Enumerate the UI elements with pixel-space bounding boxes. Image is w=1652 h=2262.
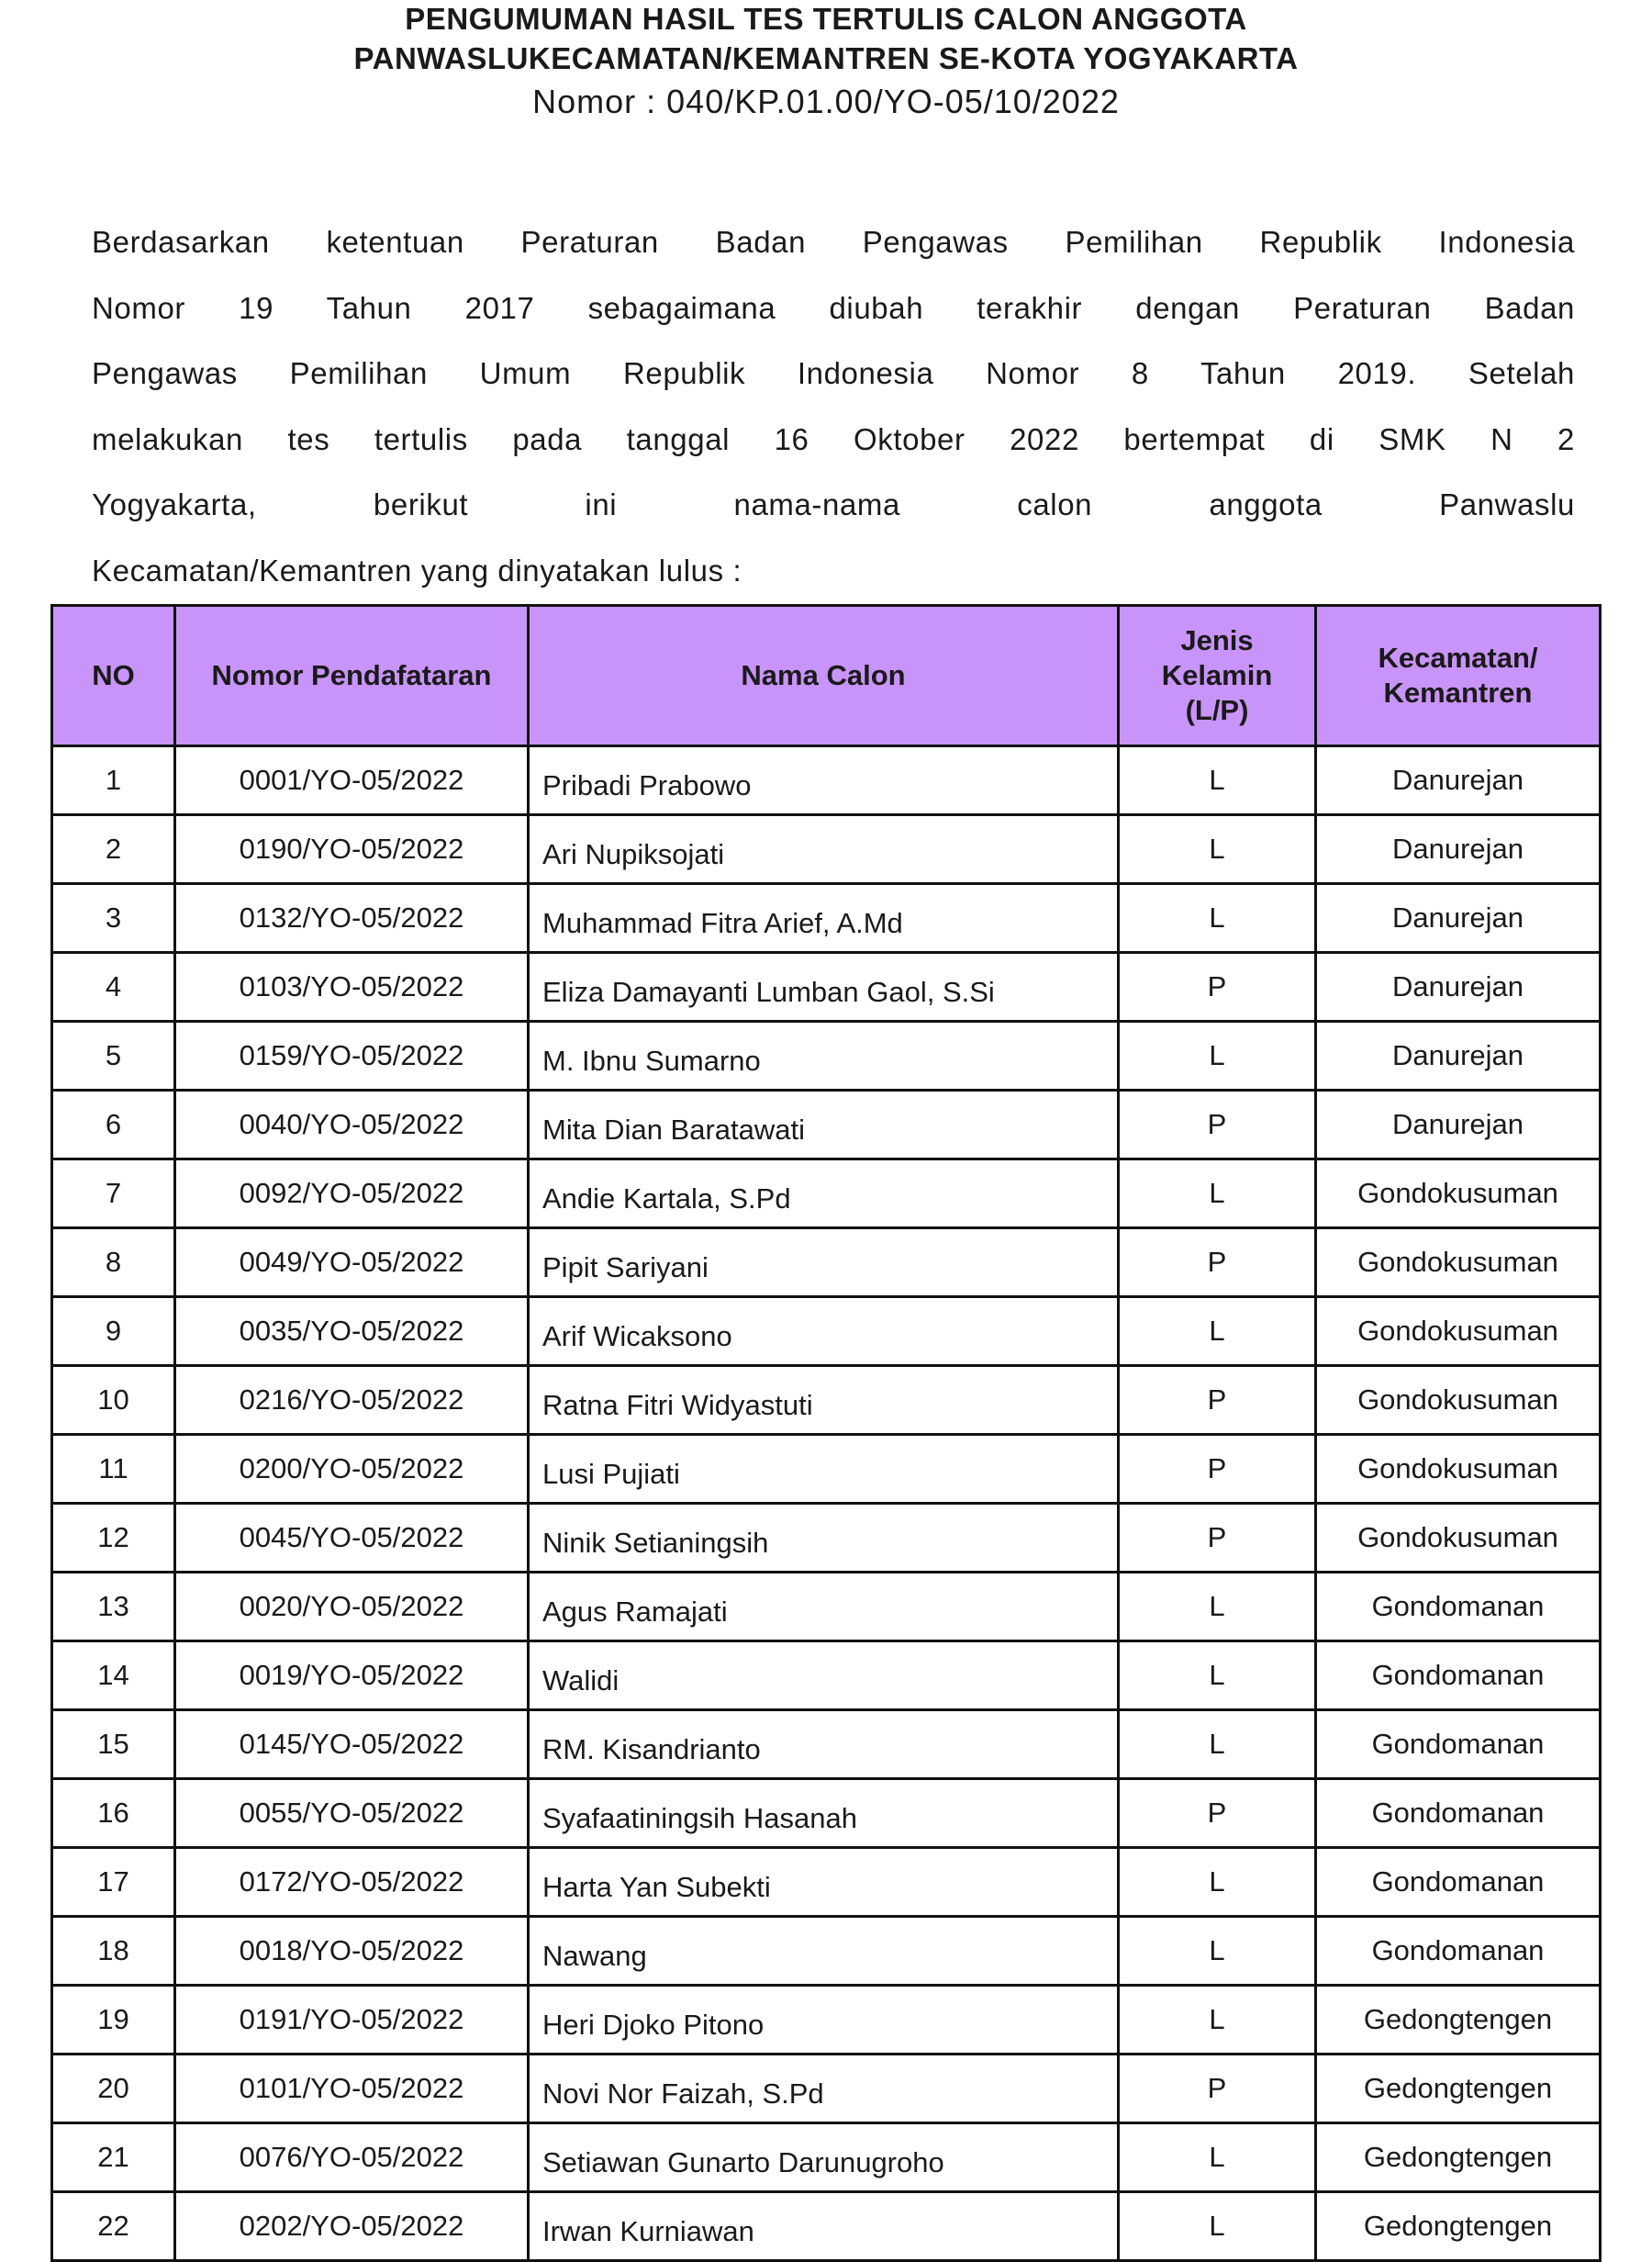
cell-no: 8 [52,1228,175,1297]
cell-kecamatan: Gondokusuman [1316,1366,1601,1435]
intro-paragraph [92,209,1575,603]
cell-nomor-pendaftaran: 0191/YO-05/2022 [175,1986,529,2055]
cell-nomor-pendaftaran: 0101/YO-05/2022 [175,2055,529,2123]
cell-no: 17 [52,1848,175,1917]
cell-jenis-kelamin: P [1119,1435,1316,1504]
header-col-no: NO [52,606,175,746]
table-row [52,2192,1601,2261]
cell-kecamatan: Gondokusuman [1316,1297,1601,1366]
table-row [52,1986,1601,2055]
document-title: PENGUMUMAN HASIL TES TERTULIS CALON ANGGOTA [405,2,1247,36]
cell-nama-calon: Ninik Setianingsih [529,1504,1119,1573]
cell-nomor-pendaftaran: 0132/YO-05/2022 [175,884,529,953]
cell-no: 15 [52,1710,175,1779]
cell-nomor-pendaftaran: 0045/YO-05/2022 [175,1504,529,1573]
paragraph-line: Nomor 19 Tahun 2017 sebagaimana diubah terakhir dengan Peraturan Badan [92,290,1575,325]
cell-no: 19 [52,1986,175,2055]
cell-kecamatan: Gondokusuman [1316,1228,1601,1297]
cell-nomor-pendaftaran: 0159/YO-05/2022 [175,1022,529,1091]
cell-nama-calon: Ari Nupiksojati [529,815,1119,884]
cell-jenis-kelamin: L [1119,1917,1316,1986]
cell-nomor-pendaftaran: 0172/YO-05/2022 [175,1848,529,1917]
cell-nomor-pendaftaran: 0216/YO-05/2022 [175,1366,529,1435]
cell-jenis-kelamin: L [1119,746,1316,815]
cell-kecamatan: Danurejan [1316,815,1601,884]
document-number: Nomor : 040/KP.01.00/YO-05/10/2022 [532,83,1120,120]
cell-no: 5 [52,1022,175,1091]
cell-no: 6 [52,1091,175,1159]
table-row [52,1297,1601,1366]
cell-nomor-pendaftaran: 0019/YO-05/2022 [175,1641,529,1710]
cell-jenis-kelamin: L [1119,1641,1316,1710]
cell-no: 2 [52,815,175,884]
cell-kecamatan: Danurejan [1316,953,1601,1022]
cell-kecamatan: Gondomanan [1316,1779,1601,1848]
cell-nama-calon: Arif Wicaksono [529,1297,1119,1366]
header-col-kecamatan: Kecamatan/ Kemantren [1316,606,1601,746]
paragraph-line: Yogyakarta, berikut ini nama-nama calon anggota Panwaslu [92,487,1575,521]
cell-nama-calon: Heri Djoko Pitono [529,1986,1119,2055]
cell-nomor-pendaftaran: 0020/YO-05/2022 [175,1573,529,1641]
cell-kecamatan: Danurejan [1316,884,1601,953]
cell-nomor-pendaftaran: 0145/YO-05/2022 [175,1710,529,1779]
cell-kecamatan: Gondomanan [1316,1710,1601,1779]
cell-no: 10 [52,1366,175,1435]
table-row [52,1641,1601,1710]
cell-kecamatan: Gondokusuman [1316,1159,1601,1228]
cell-nomor-pendaftaran: 0190/YO-05/2022 [175,815,529,884]
cell-nama-calon: RM. Kisandrianto [529,1710,1119,1779]
table-row [52,1022,1601,1091]
cell-nama-calon: Pipit Sariyani [529,1228,1119,1297]
cell-jenis-kelamin: L [1119,2123,1316,2192]
table-row [52,1573,1601,1641]
cell-kecamatan: Gondokusuman [1316,1435,1601,1504]
cell-nama-calon: Muhammad Fitra Arief, A.Md [529,884,1119,953]
paragraph-line: Kecamatan/Kemantren yang dinyatakan lulus : [92,553,742,588]
cell-nama-calon: Eliza Damayanti Lumban Gaol, S.Si [529,953,1119,1022]
cell-jenis-kelamin: L [1119,1159,1316,1228]
cell-kecamatan: Danurejan [1316,746,1601,815]
paragraph-line: Berdasarkan ketentuan Peraturan Badan Pengawas Pemilihan Republik Indonesia [92,225,1575,259]
cell-no: 22 [52,2192,175,2261]
cell-jenis-kelamin: L [1119,1022,1316,1091]
cell-jenis-kelamin: L [1119,1710,1316,1779]
cell-nama-calon: Setiawan Gunarto Darunugroho [529,2123,1119,2192]
cell-jenis-kelamin: P [1119,1091,1316,1159]
cell-kecamatan: Danurejan [1316,1091,1601,1159]
cell-jenis-kelamin: L [1119,1986,1316,2055]
cell-nama-calon: Andie Kartala, S.Pd [529,1159,1119,1228]
cell-jenis-kelamin: L [1119,815,1316,884]
table-row [52,1917,1601,1986]
table-row [52,1159,1601,1228]
cell-nama-calon: Ratna Fitri Widyastuti [529,1366,1119,1435]
cell-nama-calon: Novi Nor Faizah, S.Pd [529,2055,1119,2123]
cell-kecamatan: Gondomanan [1316,1848,1601,1917]
cell-kecamatan: Gedongtengen [1316,1986,1601,2055]
cell-kecamatan: Gedongtengen [1316,2055,1601,2123]
cell-no: 11 [52,1435,175,1504]
table-row [52,1228,1601,1297]
cell-nomor-pendaftaran: 0040/YO-05/2022 [175,1091,529,1159]
cell-nama-calon: Nawang [529,1917,1119,1986]
cell-nama-calon: Mita Dian Baratawati [529,1091,1119,1159]
cell-no: 16 [52,1779,175,1848]
cell-nama-calon: Irwan Kurniawan [529,2192,1119,2261]
cell-jenis-kelamin: P [1119,1504,1316,1573]
cell-nomor-pendaftaran: 0076/YO-05/2022 [175,2123,529,2192]
table-row [52,1710,1601,1779]
table-row [52,2123,1601,2192]
cell-nomor-pendaftaran: 0055/YO-05/2022 [175,1779,529,1848]
cell-jenis-kelamin: P [1119,2055,1316,2123]
cell-nomor-pendaftaran: 0018/YO-05/2022 [175,1917,529,1986]
cell-nama-calon: Lusi Pujiati [529,1435,1119,1504]
cell-nomor-pendaftaran: 0035/YO-05/2022 [175,1297,529,1366]
cell-no: 7 [52,1159,175,1228]
cell-jenis-kelamin: L [1119,1573,1316,1641]
cell-kecamatan: Gondomanan [1316,1573,1601,1641]
cell-nomor-pendaftaran: 0001/YO-05/2022 [175,746,529,815]
cell-kecamatan: Gondomanan [1316,1917,1601,1986]
table-row [52,2055,1601,2123]
cell-no: 18 [52,1917,175,1986]
table-row [52,1435,1601,1504]
header-col-nomor-pendaftaran: Nomor Pendafataran [175,606,529,746]
cell-nomor-pendaftaran: 0202/YO-05/2022 [175,2192,529,2261]
paragraph-line: melakukan tes tertulis pada tanggal 16 Oktober 2022 bertempat di SMK N 2 [92,421,1575,456]
table-row [52,884,1601,953]
cell-nama-calon: Pribadi Prabowo [529,746,1119,815]
cell-no: 20 [52,2055,175,2123]
cell-no: 12 [52,1504,175,1573]
table-row [52,1091,1601,1159]
header-col-jenis-kelamin: Jenis Kelamin (L/P) [1119,606,1316,746]
cell-no: 9 [52,1297,175,1366]
cell-no: 4 [52,953,175,1022]
document-subtitle: PANWASLUKECAMATAN/KEMANTREN SE-KOTA YOGYAKARTA [353,41,1299,75]
results-table [50,604,1602,2262]
cell-jenis-kelamin: P [1119,953,1316,1022]
table-row [52,1504,1601,1573]
cell-nama-calon: Walidi [529,1641,1119,1710]
table-row [52,1779,1601,1848]
cell-nama-calon: Agus Ramajati [529,1573,1119,1641]
cell-jenis-kelamin: L [1119,1848,1316,1917]
cell-nomor-pendaftaran: 0103/YO-05/2022 [175,953,529,1022]
cell-no: 1 [52,746,175,815]
cell-no: 14 [52,1641,175,1710]
table-row [52,953,1601,1022]
table-header-row [52,606,1601,746]
cell-nomor-pendaftaran: 0049/YO-05/2022 [175,1228,529,1297]
cell-jenis-kelamin: P [1119,1228,1316,1297]
paragraph-line: Pengawas Pemilihan Umum Republik Indonesia Nomor 8 Tahun 2019. Setelah [92,356,1575,390]
table-row [52,1848,1601,1917]
cell-nomor-pendaftaran: 0092/YO-05/2022 [175,1159,529,1228]
table-row [52,746,1601,815]
cell-nama-calon: Syafaatiningsih Hasanah [529,1779,1119,1848]
cell-no: 3 [52,884,175,953]
cell-no: 21 [52,2123,175,2192]
table-row [52,815,1601,884]
cell-jenis-kelamin: L [1119,2192,1316,2261]
cell-no: 13 [52,1573,175,1641]
cell-jenis-kelamin: P [1119,1366,1316,1435]
cell-nama-calon: Harta Yan Subekti [529,1848,1119,1917]
cell-kecamatan: Gondomanan [1316,1641,1601,1710]
cell-jenis-kelamin: L [1119,1297,1316,1366]
cell-kecamatan: Gedongtengen [1316,2123,1601,2192]
cell-kecamatan: Gedongtengen [1316,2192,1601,2261]
cell-jenis-kelamin: P [1119,1779,1316,1848]
cell-nomor-pendaftaran: 0200/YO-05/2022 [175,1435,529,1504]
table-row [52,1366,1601,1435]
header-col-nama-calon: Nama Calon [529,606,1119,746]
cell-kecamatan: Gondokusuman [1316,1504,1601,1573]
cell-kecamatan: Danurejan [1316,1022,1601,1091]
cell-nama-calon: M. Ibnu Sumarno [529,1022,1119,1091]
cell-jenis-kelamin: L [1119,884,1316,953]
